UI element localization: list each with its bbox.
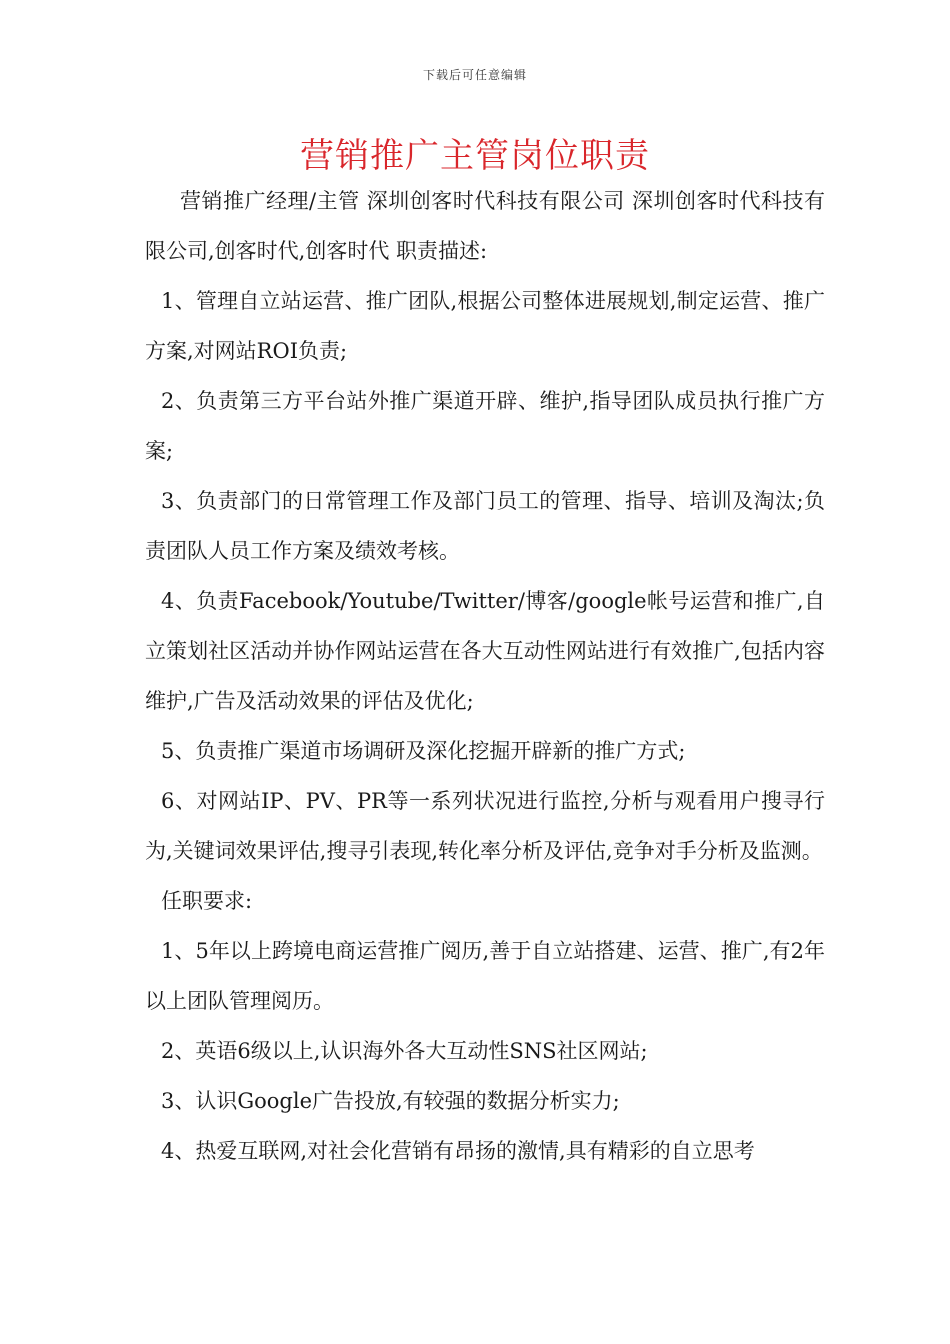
duty-item-4: 4、负责Facebook/Youtube/Twitter/博客/google帐号运营和推广,自立策划社区活动并协作网站运营在各大互动性网站进行有效推广,包括内容维护,广告及活动效果的评估及优化;	[145, 589, 825, 713]
duty-item-3: 3、负责部门的日常管理工作及部门员工的管理、指导、培训及淘汰;负责团队人员工作方案及绩效考核。	[145, 489, 825, 563]
duty-item-2: 2、负责第三方平台站外推广渠道开辟、维护,指导团队成员执行推广方案;	[145, 389, 825, 463]
requirement-item-4: 4、热爱互联网,对社会化营销有昂扬的激情,具有精彩的自立思考	[161, 1139, 755, 1163]
requirement-item-3: 3、认识Google广告投放,有较强的数据分析实力;	[161, 1089, 620, 1113]
duty-item-6: 6、对网站IP、PV、PR等一系列状况进行监控,分析与观看用户搜寻行为,关键词效果评估,搜寻引表现,转化率分析及评估,竞争对手分析及监测。	[145, 789, 825, 863]
requirement-item-2: 2、英语6级以上,认识海外各大互动性SNS社区网站;	[161, 1039, 648, 1063]
requirement-item-1: 1、5年以上跨境电商运营推广阅历,善于自立站搭建、运营、推广,有2年以上团队管理阅历。	[145, 939, 825, 1013]
duty-item-1: 1、管理自立站运营、推广团队,根据公司整体进展规划,制定运营、推广方案,对网站ROI负责;	[145, 289, 825, 363]
duty-item-5: 5、负责推广渠道市场调研及深化挖掘开辟新的推广方式;	[161, 739, 686, 763]
document-body	[145, 176, 825, 1176]
requirements-heading: 任职要求:	[161, 889, 253, 913]
page-header-note: 下载后可任意编辑	[422, 68, 527, 82]
document-title: 营销推广主管岗位职责	[300, 136, 650, 176]
intro-paragraph: 营销推广经理/主管 深圳创客时代科技有限公司 深圳创客时代科技有限公司,创客时代,创客时代 职责描述:	[145, 189, 825, 263]
